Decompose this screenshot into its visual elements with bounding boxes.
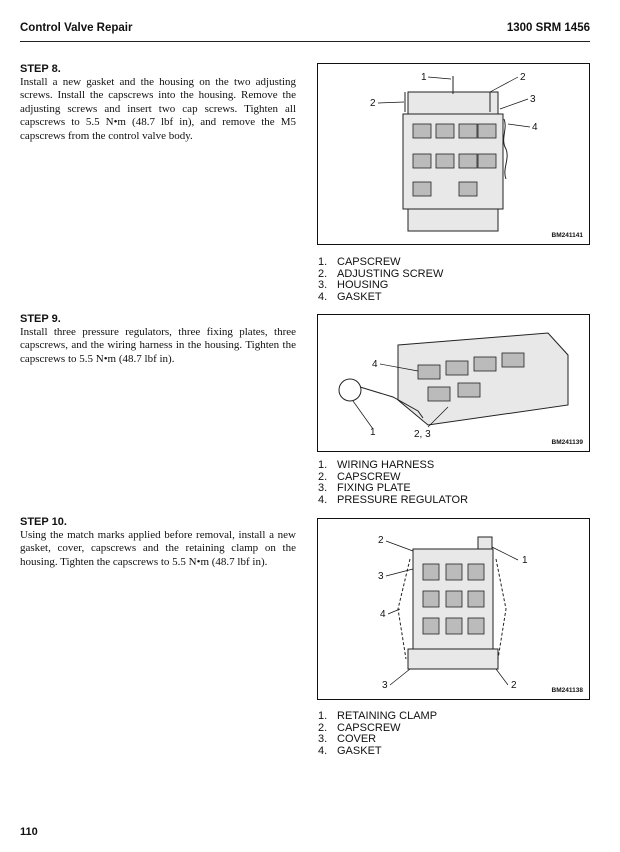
step-text: Install three pressure regulators, three fixing plates, three capscrews, and the wiring harness in the housing. Tighten the capscrews to 5.5 N•m (48.7 lbf in).	[20, 326, 296, 365]
legend-item: 3. FIXING PLATE	[318, 482, 411, 495]
legend-item: 4. GASKET	[318, 744, 382, 757]
pressure-regulator-illustration	[318, 315, 589, 451]
figure-housing-install	[317, 63, 590, 245]
step-title: STEP 8.	[20, 63, 61, 75]
step-text: Install a new gasket and the housing on the two adjusting screws. Install the capscrews into the housing. Remove the adjusting screws and insert two cap screws. Tighten all capscrews to 5.5 N•m (48.7 lbf in), and remove the M5 capscrews from the control valve body.	[20, 76, 296, 142]
legend-item: 2. CAPSCREW	[318, 721, 401, 734]
legend-item: 4. PRESSURE REGULATOR	[318, 493, 469, 506]
callout-2-top: 2	[378, 535, 384, 546]
figure-id: BM241141	[551, 232, 583, 239]
callout-4: 4	[372, 359, 378, 370]
step-title: STEP 9.	[20, 313, 61, 325]
figure-id: BM241138	[551, 687, 583, 694]
callout-4: 4	[380, 609, 386, 620]
step-9	[20, 313, 296, 366]
legend-item: 1. WIRING HARNESS	[318, 459, 435, 471]
legend-item: 3. COVER	[318, 733, 377, 746]
figure-legend	[318, 711, 437, 757]
header-rule	[20, 41, 590, 42]
document-number: 1300 SRM 1456	[506, 22, 590, 34]
callout-1: 1	[522, 555, 528, 566]
step-8	[20, 63, 296, 143]
callout-2-3: 2, 3	[414, 429, 431, 440]
legend-item: 1. RETAINING CLAMP	[318, 710, 438, 722]
callout-3-bottom: 3	[382, 680, 388, 691]
legend-item: 4. GASKET	[318, 290, 382, 303]
section-title: Control Valve Repair	[20, 22, 133, 34]
figure-id: BM241139	[551, 439, 583, 446]
cover-gasket-illustration	[318, 519, 589, 699]
callout-2-right: 2	[520, 72, 526, 83]
callout-1: 1	[421, 72, 427, 83]
valve-body-housing-illustration	[318, 64, 589, 244]
page-number: 110	[20, 826, 38, 838]
figure-cover-install	[317, 518, 590, 700]
step-10	[20, 516, 296, 569]
legend-item: 1. CAPSCREW	[318, 256, 401, 268]
callout-3-top: 3	[378, 571, 384, 582]
figure-legend	[318, 460, 468, 506]
callout-2-left: 2	[370, 98, 376, 109]
step-text: Using the match marks applied before removal, install a new gasket, cover, capscrews and the retaining clamp on the housing. Tighten the capscrews to 5.5 N•m (48.7 lbf in).	[20, 529, 296, 568]
legend-item: 2. CAPSCREW	[318, 470, 401, 483]
callout-3: 3	[530, 94, 536, 105]
callout-4: 4	[532, 122, 538, 133]
callout-1: 1	[370, 427, 376, 438]
legend-item: 3. HOUSING	[318, 279, 389, 292]
step-title: STEP 10.	[20, 516, 67, 528]
legend-item: 2. ADJUSTING SCREW	[318, 267, 444, 280]
figure-legend	[318, 257, 443, 303]
callout-2-bottom: 2	[511, 680, 517, 691]
figure-pressure-regulators	[317, 314, 590, 452]
